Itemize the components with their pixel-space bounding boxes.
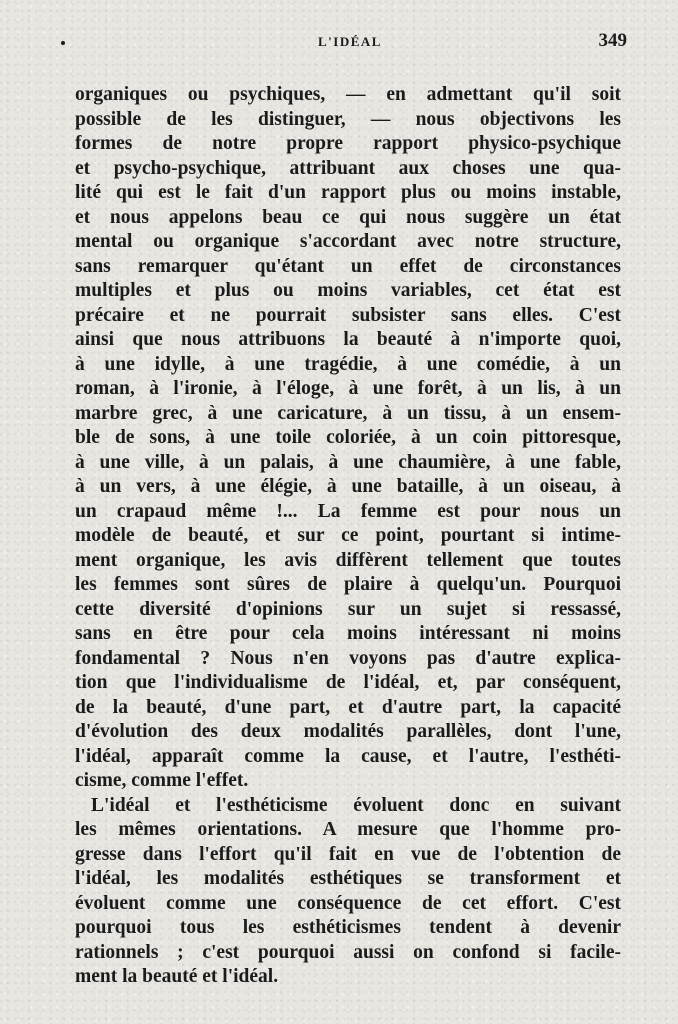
page-number: 349 (598, 30, 627, 51)
paragraph (75, 794, 621, 990)
text-line: l'idéal, les modalités esthétiques se transforment et (75, 868, 621, 889)
text-line: cisme, comme l'effet. (75, 770, 249, 791)
text-line: précaire et ne pourrait subsister sans elles. C'est (75, 304, 621, 326)
text-line: évoluent comme une conséquence de cet effort. C'est (75, 892, 621, 914)
text-line: rationnels ; c'est pourquoi aussi on confond si facile- (75, 941, 621, 963)
running-head-title: L'IDÉAL (318, 34, 382, 49)
text-line: possible de les distinguer, — nous objectivons les (75, 108, 621, 130)
text-line: lité qui est le fait d'un rapport plus ou moins instable, (75, 182, 621, 203)
text-line: roman, à l'ironie, à l'éloge, à une forêt, à un lis, à un (75, 378, 621, 399)
text-line: pourquoi tous les esthéticismes tendent à devenir (75, 917, 621, 938)
text-line: marbre grec, à une caricature, à un tissu, à un ensem- (75, 402, 621, 424)
text-line: d'évolution des deux modalités parallèles, dont l'une, (75, 721, 621, 742)
text-line: formes de notre propre rapport physico-psychique (75, 133, 621, 154)
text-line: ment organique, les avis diffèrent tellement que toutes (75, 549, 621, 571)
text-line: à une idylle, à une tragédie, à une comédie, à un (75, 353, 621, 375)
text-line: ainsi que nous attribuons la beauté à n'importe quoi, (75, 329, 621, 350)
text-line: ment la beauté et l'idéal. (75, 966, 279, 987)
text-line: sans remarquer qu'étant un effet de circonstances (75, 255, 621, 277)
text-line: et nous appelons beau ce qui nous suggère un état (75, 206, 621, 228)
text-line: tion que l'individualisme de l'idéal, et, par conséquent, (75, 672, 621, 693)
text-line: mental ou organique s'accordant avec notre structure, (75, 231, 621, 252)
body-text (75, 83, 621, 990)
text-line: cette diversité d'opinions sur un sujet si ressassé, (75, 598, 621, 620)
text-line: ble de sons, à une toile coloriée, à un coin pittoresque, (75, 427, 621, 448)
text-line: un crapaud même !... La femme est pour nous un (75, 500, 621, 522)
running-head (75, 30, 625, 54)
text-line: modèle de beauté, et sur ce point, pourtant si intime- (75, 525, 621, 546)
paragraph (75, 83, 621, 794)
text-line: et psycho-psychique, attribuant aux choses une qua- (75, 157, 621, 179)
margin-dot (61, 41, 65, 45)
text-line: les mêmes orientations. A mesure que l'homme pro- (75, 819, 621, 840)
text-line: multiples et plus ou moins variables, cet état est (75, 280, 621, 301)
text-line: de la beauté, d'une part, et d'autre part, la capacité (75, 696, 621, 718)
text-line: gresse dans l'effort qu'il fait en vue de l'obtention de (75, 843, 621, 865)
text-line: organiques ou psychiques, — en admettant qu'il soit (75, 84, 621, 105)
text-line: L'idéal et l'esthéticisme évoluent donc en suivant (91, 794, 621, 816)
text-line: fondamental ? Nous n'en voyons pas d'autre explica- (75, 647, 621, 669)
text-line: sans en être pour cela moins intéressant ni moins (75, 623, 621, 644)
text-line: les femmes sont sûres de plaire à quelqu'un. Pourquoi (75, 574, 621, 595)
text-line: à une ville, à un palais, à une chaumière, à une fable, (75, 451, 621, 473)
text-line: à un vers, à une élégie, à une bataille, à un oiseau, à (75, 476, 621, 497)
text-line: l'idéal, apparaît comme la cause, et l'autre, l'esthéti- (75, 745, 621, 767)
